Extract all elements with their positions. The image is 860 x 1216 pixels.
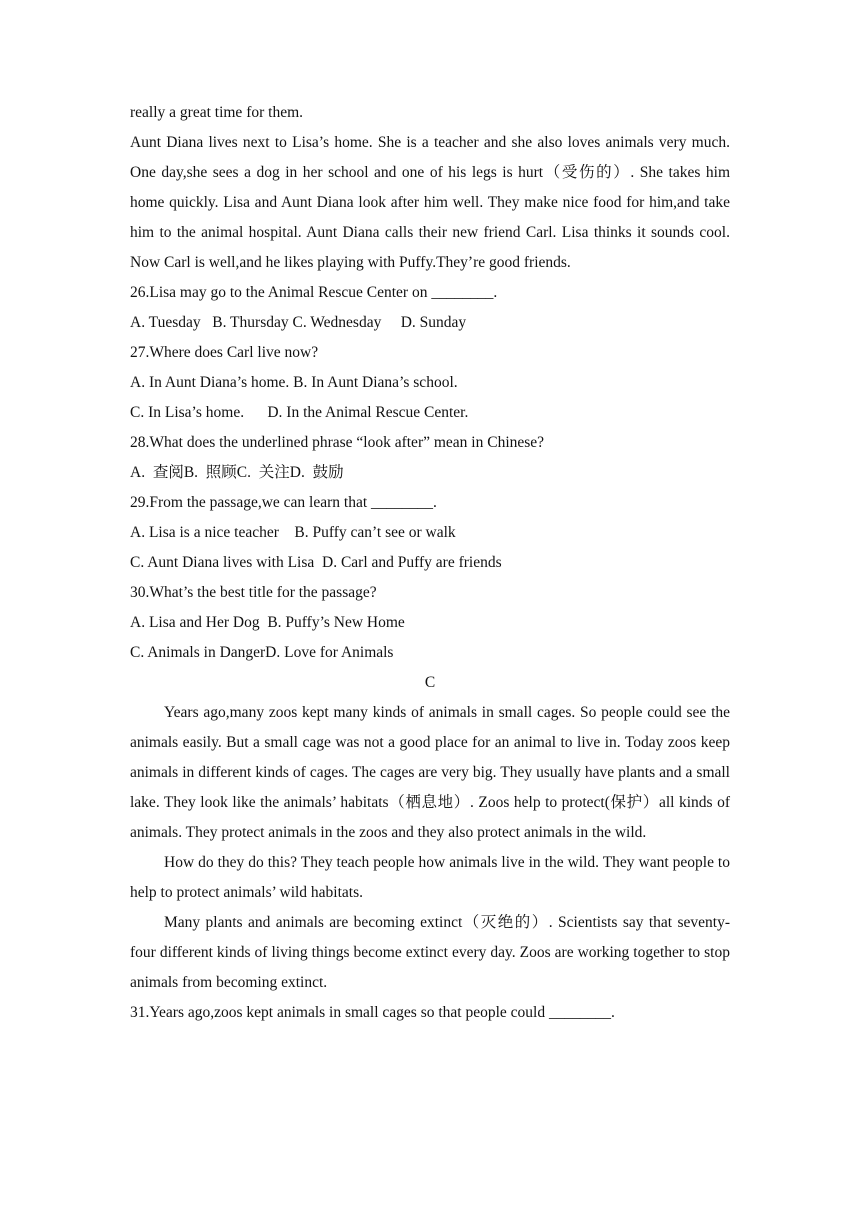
question-stem: 26.Lisa may go to the Animal Rescue Center on ________. [130,284,498,301]
question-options: A. Lisa is a nice teacher B. Puffy can’t see or walk [130,524,456,541]
question-28 [130,428,730,488]
question-26 [130,278,730,338]
passage-paragraph: Many plants and animals are becoming extinct（灭绝的）. Scientists say that seventy-four different kinds of living things become extinct every day. Zoos are working together to stop animals from becoming extinct. [130,914,730,991]
question-stem: 31.Years ago,zoos kept animals in small cages so that people could ________. [130,1004,615,1021]
question-options: A. 查阅B. 照顾C. 关注D. 鼓励 [130,464,344,481]
passage-paragraph: How do they do this? They teach people how animals live in the wild. They want people to help to protect animals’ wild habitats. [130,854,730,901]
passage-continued-line: really a great time for them. [130,104,304,121]
question-options: A. Tuesday B. Thursday C. Wednesday D. Sunday [130,314,467,331]
document-page [130,98,730,1028]
question-options: A. Lisa and Her Dog B. Puffy’s New Home [130,614,405,631]
question-options: A. In Aunt Diana’s home. B. In Aunt Diana’s school. [130,374,458,391]
question-stem: 27.Where does Carl live now? [130,344,319,361]
question-stem: 28.What does the underlined phrase “look after” mean in Chinese? [130,434,545,451]
question-30 [130,578,730,668]
question-options: C. Aunt Diana lives with Lisa D. Carl and Puffy are friends [130,554,502,571]
section-heading: C [424,674,436,691]
question-stem: 30.What’s the best title for the passage? [130,584,377,601]
question-options: C. Animals in DangerD. Love for Animals [130,644,394,661]
question-29 [130,488,730,578]
passage-paragraph: Years ago,many zoos kept many kinds of animals in small cages. So people could see the animals easily. But a small cage was not a good place for an animal to live in. Today zoos keep animals in different kinds of cages. The cages are very big. They usually have plants and a small lake. They look like the animals’ habitats（栖息地）. Zoos help to protect(保护）all kinds of animals. They protect animals in the zoos and they also protect animals in the wild. [130,704,730,841]
question-options: C. In Lisa’s home. D. In the Animal Rescue Center. [130,404,469,421]
question-stem: 29.From the passage,we can learn that ________. [130,494,437,511]
question-27 [130,338,730,428]
passage-paragraph: Aunt Diana lives next to Lisa’s home. She is a teacher and she also loves animals very much. One day,she sees a dog in her school and one of his legs is hurt（受伤的）. She takes him home quickly. Lisa and Aunt Diana look after him well. They make nice food for him,and take him to the animal hospital. Aunt Diana calls their new friend Carl. Lisa thinks it sounds cool. Now Carl is well,and he likes playing with Puffy.They’re good friends. [130,134,730,271]
